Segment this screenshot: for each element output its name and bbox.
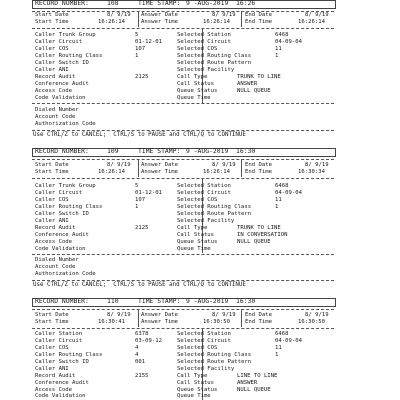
account-code-label: Account Code: [35, 114, 76, 120]
field-value: LINE TO LINE: [237, 373, 278, 379]
field-label: Selected COS: [177, 46, 218, 52]
column-divider: [241, 159, 242, 177]
end-time-value: 16:26:14: [298, 19, 325, 25]
dialed-number-label: Dialed Number: [35, 257, 79, 263]
field-label: Code Validation: [35, 246, 86, 252]
field-label: Selected Station: [177, 32, 231, 38]
field-value: 11: [275, 345, 282, 351]
field-value: 107: [135, 46, 146, 52]
start-time-label: Start Time: [35, 319, 69, 325]
answer-time-label: Answer Time: [141, 319, 179, 325]
time-stamp-value: 9 -AUG-2019 16:30: [186, 147, 256, 155]
field-label: Queue Status: [177, 88, 218, 94]
field-label: Call Status: [177, 380, 215, 386]
field-value: 1: [275, 53, 279, 59]
field-value: 6378: [135, 331, 149, 337]
field-value: 2155: [135, 373, 149, 379]
field-label: Selected Circuit: [177, 190, 231, 196]
field-value: 107: [135, 197, 146, 203]
answer-date-label: Answer Date: [141, 12, 179, 18]
column-divider: [138, 159, 139, 177]
field-label: Call Status: [177, 81, 215, 87]
column-divider: [241, 309, 242, 327]
field-value: 5: [135, 32, 139, 38]
start-time-label: Start Time: [35, 169, 69, 175]
field-label: Selected Route Pattern: [177, 359, 252, 365]
divider: [32, 130, 334, 131]
field-value: ANSWER: [237, 81, 258, 87]
start-time-label: Start Time: [35, 19, 69, 25]
field-value: 1: [135, 53, 139, 59]
field-label: Call Type: [177, 373, 208, 379]
answer-date-value: 8/ 9/19: [212, 312, 236, 318]
divider: [32, 254, 334, 255]
end-time-value: 16:30:34: [298, 169, 325, 175]
start-date-value: 8/ 9/19: [107, 162, 131, 168]
answer-date-value: 8/ 9/19: [212, 162, 236, 168]
end-time-label: End Time: [245, 169, 272, 175]
field-value: 01-12-01: [135, 190, 162, 196]
field-label: Call Status: [177, 232, 215, 238]
end-date-label: End Date: [245, 12, 272, 18]
divider: [32, 309, 334, 310]
field-value: 1: [275, 204, 279, 210]
field-value: 11: [275, 197, 282, 203]
dialed-number-label: Dialed Number: [35, 107, 79, 113]
field-label: Caller Routing Class: [35, 53, 103, 59]
field-label: Caller COS: [35, 345, 69, 351]
field-label: Selected Routing Class: [177, 204, 252, 210]
end-time-label: End Time: [245, 19, 272, 25]
end-time-value: 16:30:50: [298, 319, 325, 325]
field-label: Caller Switch ID: [35, 211, 89, 217]
field-value: 6468: [275, 183, 289, 189]
field-label: Selected Station: [177, 183, 231, 189]
time-stamp-label: TIME STAMP:: [138, 147, 181, 155]
end-date-value: 8/ 9/19: [305, 162, 329, 168]
field-label: Call Type: [177, 225, 208, 231]
field-value: TRUNK TO LINE: [237, 74, 281, 80]
divider: [32, 280, 334, 281]
divider: [32, 28, 334, 29]
field-label: Caller Trunk Group: [35, 183, 96, 189]
field-label: Conference Audit: [35, 232, 89, 238]
field-value: 2125: [135, 225, 149, 231]
answer-time-value: 16:30:50: [203, 319, 230, 325]
divider: [32, 159, 334, 160]
record-number-value: 109: [107, 147, 119, 155]
field-label: Queue Time: [177, 246, 211, 252]
field-value: 5: [135, 183, 139, 189]
field-label: Code Validation: [35, 393, 86, 399]
call-record-110: [32, 298, 334, 400]
time-stamp-label: TIME STAMP:: [138, 0, 181, 7]
field-label: Caller Circuit: [35, 338, 83, 344]
start-date-label: Start Date: [35, 12, 69, 18]
field-label: Selected Circuit: [177, 338, 231, 344]
field-label: Queue Time: [177, 95, 211, 101]
field-label: Caller ANI: [35, 366, 69, 372]
field-label: Caller COS: [35, 197, 69, 203]
start-time-value: 16:26:14: [98, 169, 125, 175]
end-date-value: 8/ 9/19: [305, 312, 329, 318]
field-label: Caller Routing Class: [35, 352, 103, 358]
account-code-label: Account Code: [35, 264, 76, 270]
field-value: NULL QUEUE: [237, 239, 271, 245]
field-value: 04-09-04: [275, 190, 302, 196]
field-label: Selected COS: [177, 345, 218, 351]
field-value: 4: [135, 352, 139, 358]
start-date-label: Start Date: [35, 162, 69, 168]
field-label: Caller Circuit: [35, 39, 83, 45]
field-label: Selected Routing Class: [177, 53, 252, 59]
field-label: Caller ANI: [35, 67, 69, 73]
authorization-code-label: Authorization Code: [35, 121, 96, 127]
divider: [32, 11, 334, 12]
answer-date-value: 8/ 9/19: [212, 12, 236, 18]
field-label: Conference Audit: [35, 81, 89, 87]
end-date-label: End Date: [245, 312, 272, 318]
time-stamp-label: TIME STAMP:: [138, 297, 181, 305]
field-label: Selected Routing Class: [177, 352, 252, 358]
field-value: 2125: [135, 74, 149, 80]
field-label: Selected Station: [177, 331, 231, 337]
field-value: NULL QUEUE: [237, 387, 271, 393]
field-label: Caller Switch ID: [35, 359, 89, 365]
field-label: Selected Route Pattern: [177, 60, 252, 66]
field-label: Selected Facility: [177, 67, 235, 73]
field-value: 001: [135, 359, 146, 365]
field-label: Call Type: [177, 74, 208, 80]
record-number-label: RECORD NUMBER:: [35, 147, 89, 155]
column-divider: [241, 11, 242, 27]
column-divider: [138, 11, 139, 27]
field-value: ANSWER: [237, 380, 258, 386]
field-label: Caller Circuit: [35, 190, 83, 196]
field-label: Selected Route Pattern: [177, 211, 252, 217]
start-time-value: 16:26:14: [98, 19, 125, 25]
answer-time-value: 16:26:14: [203, 169, 230, 175]
field-value: 6468: [275, 331, 289, 337]
field-label: Selected Circuit: [177, 39, 231, 45]
field-label: Record Audit: [35, 373, 76, 379]
record-number-value: 110: [107, 297, 119, 305]
record-number-label: RECORD NUMBER:: [35, 0, 89, 7]
field-label: Access Code: [35, 387, 73, 393]
record-number-label: RECORD NUMBER:: [35, 297, 89, 305]
field-label: Selected Facility: [177, 218, 235, 224]
field-label: Caller Switch ID: [35, 60, 89, 66]
instruction-line: Use CTRL/Z to CANCEL; CTRL/S to PAUSE and CTRL/Q to CONTINUE: [33, 132, 246, 138]
field-label: Queue Status: [177, 239, 218, 245]
answer-date-label: Answer Date: [141, 162, 179, 168]
field-value: 03-09-12: [135, 338, 162, 344]
field-label: Caller COS: [35, 46, 69, 52]
field-label: Caller Station: [35, 331, 83, 337]
field-label: Caller ANI: [35, 218, 69, 224]
field-label: Selected Facility: [177, 366, 235, 372]
call-record-108: [32, 0, 334, 135]
answer-time-label: Answer Time: [141, 19, 179, 25]
field-label: Queue Status: [177, 387, 218, 393]
field-label: Caller Trunk Group: [35, 32, 96, 38]
start-time-value: 16:30:41: [98, 319, 125, 325]
record-number-value: 108: [107, 0, 119, 7]
divider: [32, 328, 334, 329]
field-label: Record Audit: [35, 74, 76, 80]
call-record-109: [32, 148, 334, 288]
field-label: Selected COS: [177, 197, 218, 203]
field-label: Conference Audit: [35, 380, 89, 386]
field-value: 04-09-04: [275, 338, 302, 344]
field-value: TRUNK TO LINE: [237, 225, 281, 231]
field-value: 1: [135, 204, 139, 210]
divider: [32, 178, 334, 179]
answer-date-label: Answer Date: [141, 312, 179, 318]
field-value: NULL QUEUE: [237, 88, 271, 94]
end-time-label: End Time: [245, 319, 272, 325]
time-stamp-value: 9 -AUG-2019 16:30: [186, 297, 256, 305]
field-value: 4: [135, 345, 139, 351]
instruction-line: Use CTRL/Z to CANCEL; CTRL/S to PAUSE and CTRL/Q to CONTINUE: [33, 282, 246, 288]
field-value: 01-12-01: [135, 39, 162, 45]
answer-time-value: 16:26:14: [203, 19, 230, 25]
field-label: Access Code: [35, 239, 73, 245]
field-label: Caller Routing Class: [35, 204, 103, 210]
field-value: 6468: [275, 32, 289, 38]
authorization-code-label: Authorization Code: [35, 271, 96, 277]
answer-time-label: Answer Time: [141, 169, 179, 175]
end-date-label: End Date: [245, 162, 272, 168]
start-date-value: 8/ 9/19: [107, 12, 131, 18]
field-value: 04-09-04: [275, 39, 302, 45]
divider: [32, 103, 334, 104]
field-value: IN CONVERSATION: [237, 232, 288, 238]
field-label: Access Code: [35, 88, 73, 94]
field-label: Code Validation: [35, 95, 86, 101]
field-label: Record Audit: [35, 225, 76, 231]
column-divider: [138, 309, 139, 327]
field-label: Queue Time: [177, 393, 211, 399]
time-stamp-value: 9 -AUG-2019 16:26: [186, 0, 256, 7]
start-date-value: 8/ 9/19: [107, 312, 131, 318]
field-value: 11: [275, 46, 282, 52]
field-value: 1: [275, 352, 279, 358]
end-date-value: 8/ 9/19: [305, 12, 329, 18]
start-date-label: Start Date: [35, 312, 69, 318]
